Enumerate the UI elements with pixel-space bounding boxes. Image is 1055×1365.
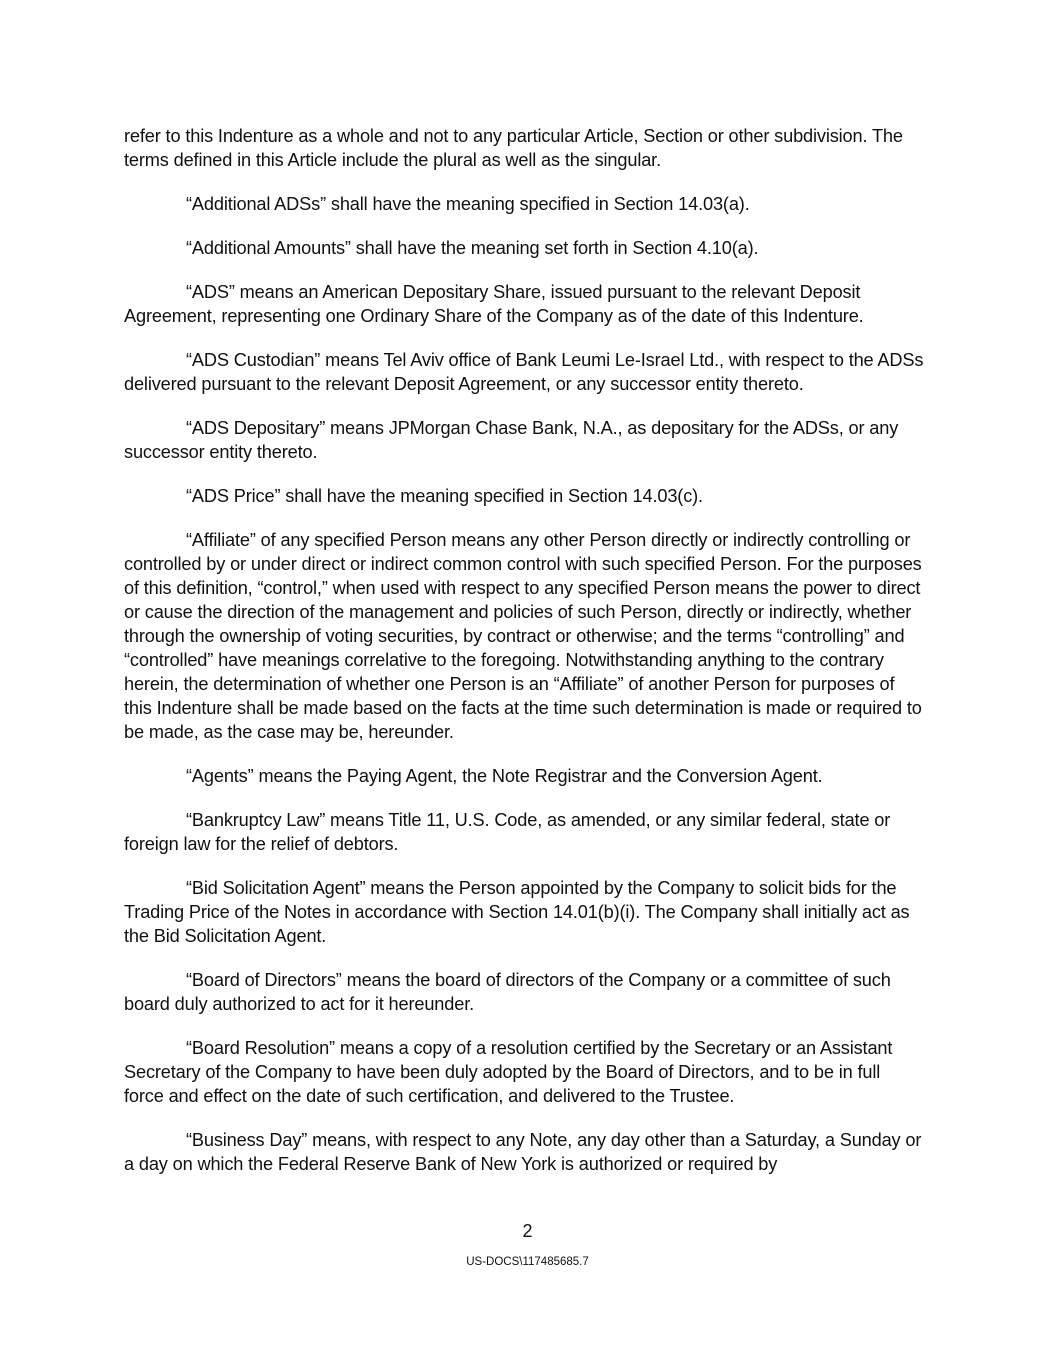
definition-affiliate: “Affiliate” of any specified Person means any other Person directly or indirectly controlling or controlled by or under direct or indirect common control with such specified Person. For the purposes of this definition, “control,” when used with respect to any specified Person means the power to direct or cause the direction of the management and policies of such Person, directly or indirectly, whether through the ownership of voting securities, by contract or otherwise; and the terms “controlling” and “controlled” have meanings correlative to the foregoing. Notwithstanding anything to the contrary herein, the determination of whether one Person is an “Affiliate” of another Person for purposes of this Indenture shall be made based on the facts at the time such determination is made or required to be made, as the case may be, hereunder.	[124, 530, 922, 742]
definition-bankruptcy-law: “Bankruptcy Law” means Title 11, U.S. Code, as amended, or any similar federal, state or foreign law for the relief of debtors.	[124, 810, 891, 854]
paragraph-continuation: refer to this Indenture as a whole and not to any particular Article, Section or other subdivision. The terms defined in this Article include the plural as well as the singular.	[124, 126, 903, 170]
document-id: US-DOCS\117485685.7	[466, 1256, 589, 1268]
definition-ads: “ADS” means an American Depositary Share, issued pursuant to the relevant Deposit Agreement, representing one Ordinary Share of the Company as of the date of this Indenture.	[124, 282, 864, 326]
definition-ads-depositary: “ADS Depositary” means JPMorgan Chase Bank, N.A., as depositary for the ADSs, or any successor entity thereto.	[124, 418, 899, 462]
page-number: 2	[522, 1221, 533, 1241]
definition-business-day: “Business Day” means, with respect to any Note, any day other than a Saturday, a Sunday or a day on which the Federal Reserve Bank of New York is authorized or required by	[124, 1130, 922, 1174]
definition-board-of-directors: “Board of Directors” means the board of directors of the Company or a committee of such board duly authorized to act for it hereunder.	[124, 970, 891, 1014]
definition-agents: “Agents” means the Paying Agent, the Note Registrar and the Conversion Agent.	[186, 766, 823, 786]
definition-bid-solicitation-agent: “Bid Solicitation Agent” means the Person appointed by the Company to solicit bids for the Trading Price of the Notes in accordance with Section 14.01(b)(i). The Company shall initially act as the Bid Solicitation Agent.	[124, 878, 910, 946]
definition-additional-adss: “Additional ADSs” shall have the meaning specified in Section 14.03(a).	[186, 194, 750, 214]
definition-ads-custodian: “ADS Custodian” means Tel Aviv office of Bank Leumi Le-Israel Ltd., with respect to the ADSs delivered pursuant to the relevant Deposit Agreement, or any successor entity thereto.	[124, 350, 924, 394]
definition-ads-price: “ADS Price” shall have the meaning specified in Section 14.03(c).	[186, 486, 703, 506]
definition-board-resolution: “Board Resolution” means a copy of a resolution certified by the Secretary or an Assistant Secretary of the Company to have been duly adopted by the Board of Directors, and to be in full force and effect on the date of such certification, and delivered to the Trustee.	[124, 1038, 893, 1106]
definition-additional-amounts: “Additional Amounts” shall have the meaning set forth in Section 4.10(a).	[186, 238, 759, 258]
document-body	[124, 124, 924, 1196]
